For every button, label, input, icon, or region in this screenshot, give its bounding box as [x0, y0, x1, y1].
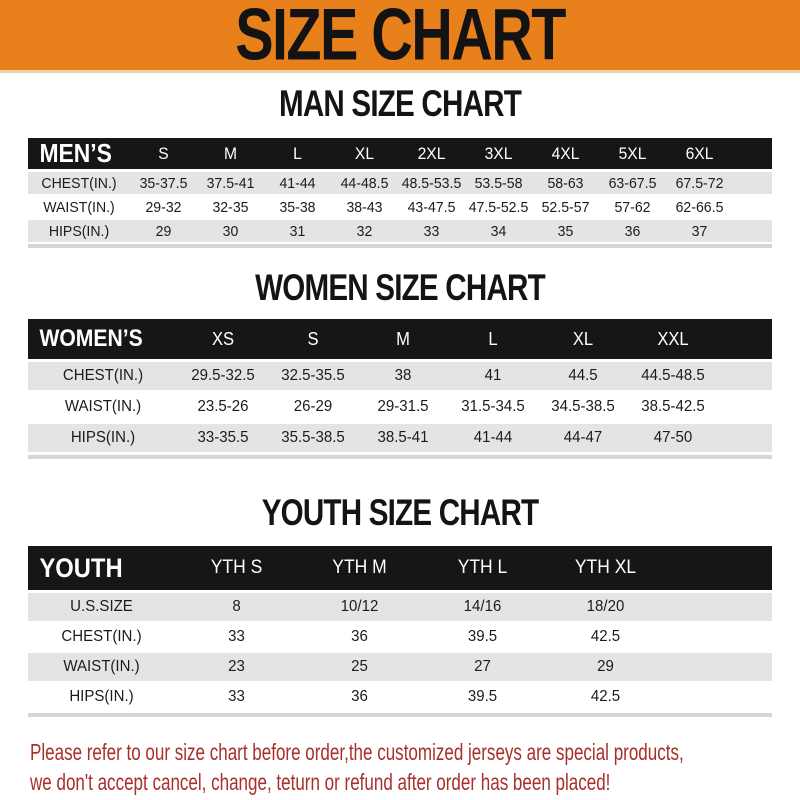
size-column-header: S: [307, 328, 319, 349]
row-label: WAIST(IN.): [64, 398, 142, 415]
size-value-cell: 42.5: [590, 628, 621, 645]
size-value-cell: 43-47.5: [407, 198, 456, 216]
size-column-header: S: [158, 143, 169, 163]
size-value-cell: 48.5-53.5: [401, 174, 462, 192]
size-value-cell: 41-44: [279, 174, 316, 192]
table-row: [28, 683, 772, 711]
size-value-cell: 33: [423, 222, 440, 240]
size-value-cell: 35.5-38.5: [281, 429, 345, 446]
size-column-header: 4XL: [551, 143, 580, 163]
man-section-heading: MAN SIZE CHART: [278, 83, 522, 124]
size-value-cell: 47.5-52.5: [468, 198, 529, 216]
size-value-cell: 37: [691, 222, 708, 240]
size-value-cell: 44.5-48.5: [641, 367, 705, 384]
size-value-cell: 44-47: [563, 429, 603, 446]
size-column-header: XL: [354, 143, 375, 163]
size-value-cell: 23: [228, 658, 245, 675]
row-label: WAIST(IN.): [63, 658, 140, 675]
size-value-cell: 29.5-32.5: [191, 367, 255, 384]
size-value-cell: 29: [597, 658, 614, 675]
table-row: [28, 362, 772, 390]
table-row: [28, 393, 772, 421]
row-label: HIPS(IN.): [48, 222, 110, 240]
size-value-cell: 34: [490, 222, 507, 240]
size-column-header: XXL: [657, 328, 689, 349]
size-value-cell: 58-63: [547, 174, 584, 192]
size-value-cell: 30: [222, 222, 239, 240]
row-label: CHEST(IN.): [61, 628, 142, 645]
size-value-cell: 35: [557, 222, 574, 240]
size-column-header: YTH L: [457, 557, 508, 578]
size-value-cell: 10/12: [340, 598, 379, 615]
size-column-header: XL: [572, 328, 594, 349]
size-column-header: YTH XL: [574, 557, 637, 578]
size-value-cell: 41-44: [473, 429, 513, 446]
table-bottom-strip: [28, 244, 772, 248]
size-column-header: XS: [211, 328, 235, 349]
size-value-cell: 36: [351, 688, 368, 705]
size-value-cell: 25: [351, 658, 368, 675]
size-value-cell: 35-37.5: [139, 174, 188, 192]
disclaimer-line-2: we don't accept cancel, change, teturn or refund after order has been placed!: [30, 769, 611, 795]
table-row: [28, 196, 772, 218]
size-value-cell: 34.5-38.5: [551, 398, 615, 415]
size-column-header: YTH S: [210, 557, 263, 578]
table-bottom-strip: [28, 455, 772, 459]
size-value-cell: 36: [351, 628, 368, 645]
size-column-header: 6XL: [685, 143, 714, 163]
youth-table-body: [28, 593, 772, 711]
size-value-cell: 33-35.5: [197, 429, 249, 446]
size-value-cell: 27: [474, 658, 491, 675]
size-value-cell: 38.5-42.5: [641, 398, 705, 415]
youth-table-header-row: [28, 546, 772, 590]
size-value-cell: 38-43: [346, 198, 383, 216]
size-value-cell: 33: [228, 628, 245, 645]
womens-table-header-label: WOMEN’S: [39, 325, 143, 352]
size-value-cell: 32.5-35.5: [281, 367, 345, 384]
size-value-cell: 26-29: [293, 398, 333, 415]
size-value-cell: 62-66.5: [675, 198, 724, 216]
table-row: [28, 593, 772, 621]
disclaimer-line-1: Please refer to our size chart before order,the customized jerseys are special products,: [30, 739, 684, 765]
youth-table-header-label: YOUTH: [39, 552, 123, 583]
table-row: [28, 172, 772, 194]
size-column-header: 3XL: [484, 143, 513, 163]
size-column-header: M: [223, 143, 238, 163]
size-value-cell: 38: [394, 367, 412, 384]
size-value-cell: 57-62: [614, 198, 651, 216]
size-value-cell: 44.5: [568, 367, 598, 384]
mens-size-table: [28, 138, 772, 248]
row-label: CHEST(IN.): [41, 174, 117, 192]
size-value-cell: 29-32: [145, 198, 182, 216]
size-value-cell: 35-38: [279, 198, 316, 216]
size-value-cell: 38.5-41: [377, 429, 429, 446]
size-value-cell: 63-67.5: [608, 174, 657, 192]
size-value-cell: 67.5-72: [675, 174, 724, 192]
table-row: [28, 623, 772, 651]
size-column-header: M: [396, 328, 410, 349]
row-label: WAIST(IN.): [43, 198, 115, 216]
table-row: [28, 653, 772, 681]
size-column-header: L: [488, 328, 498, 349]
size-value-cell: 39.5: [467, 688, 498, 705]
size-value-cell: 53.5-58: [474, 174, 523, 192]
size-value-cell: 47-50: [653, 429, 693, 446]
mens-table-header-row: [28, 138, 772, 169]
size-column-header: 5XL: [618, 143, 647, 163]
size-value-cell: 32: [356, 222, 373, 240]
size-column-header: YTH M: [332, 557, 387, 578]
size-value-cell: 23.5-26: [197, 398, 249, 415]
womens-table-header-row: [28, 319, 772, 359]
womens-table-body: [28, 362, 772, 452]
youth-size-table: [28, 546, 772, 717]
youth-section-heading: YOUTH SIZE CHART: [261, 492, 539, 533]
order-disclaimer: [30, 737, 684, 797]
size-value-cell: 8: [232, 598, 241, 615]
row-label: HIPS(IN.): [70, 429, 136, 446]
table-bottom-strip: [28, 713, 772, 717]
banner-title: SIZE CHART: [235, 0, 565, 76]
women-section-heading: WOMEN SIZE CHART: [255, 267, 545, 308]
womens-size-table: [28, 319, 772, 459]
size-value-cell: 41: [484, 367, 502, 384]
size-value-cell: 39.5: [467, 628, 498, 645]
size-value-cell: 29-31.5: [377, 398, 429, 415]
row-label: HIPS(IN.): [69, 688, 134, 705]
size-value-cell: 44-48.5: [340, 174, 389, 192]
size-column-header: 2XL: [417, 143, 446, 163]
table-row: [28, 424, 772, 452]
mens-table-header-label: MEN’S: [39, 138, 112, 168]
mens-table-body: [28, 172, 772, 242]
size-value-cell: 29: [155, 222, 172, 240]
size-value-cell: 33: [228, 688, 245, 705]
size-chart-banner: [0, 0, 800, 76]
table-row: [28, 220, 772, 242]
size-value-cell: 52.5-57: [541, 198, 590, 216]
size-value-cell: 36: [624, 222, 641, 240]
size-value-cell: 31: [289, 222, 306, 240]
row-label: CHEST(IN.): [62, 367, 144, 384]
size-value-cell: 42.5: [590, 688, 621, 705]
size-column-header: L: [293, 143, 302, 163]
size-value-cell: 32-35: [212, 198, 249, 216]
size-value-cell: 37.5-41: [206, 174, 255, 192]
size-value-cell: 14/16: [463, 598, 502, 615]
size-value-cell: 18/20: [586, 598, 625, 615]
size-value-cell: 31.5-34.5: [461, 398, 525, 415]
row-label: U.S.SIZE: [70, 598, 133, 615]
